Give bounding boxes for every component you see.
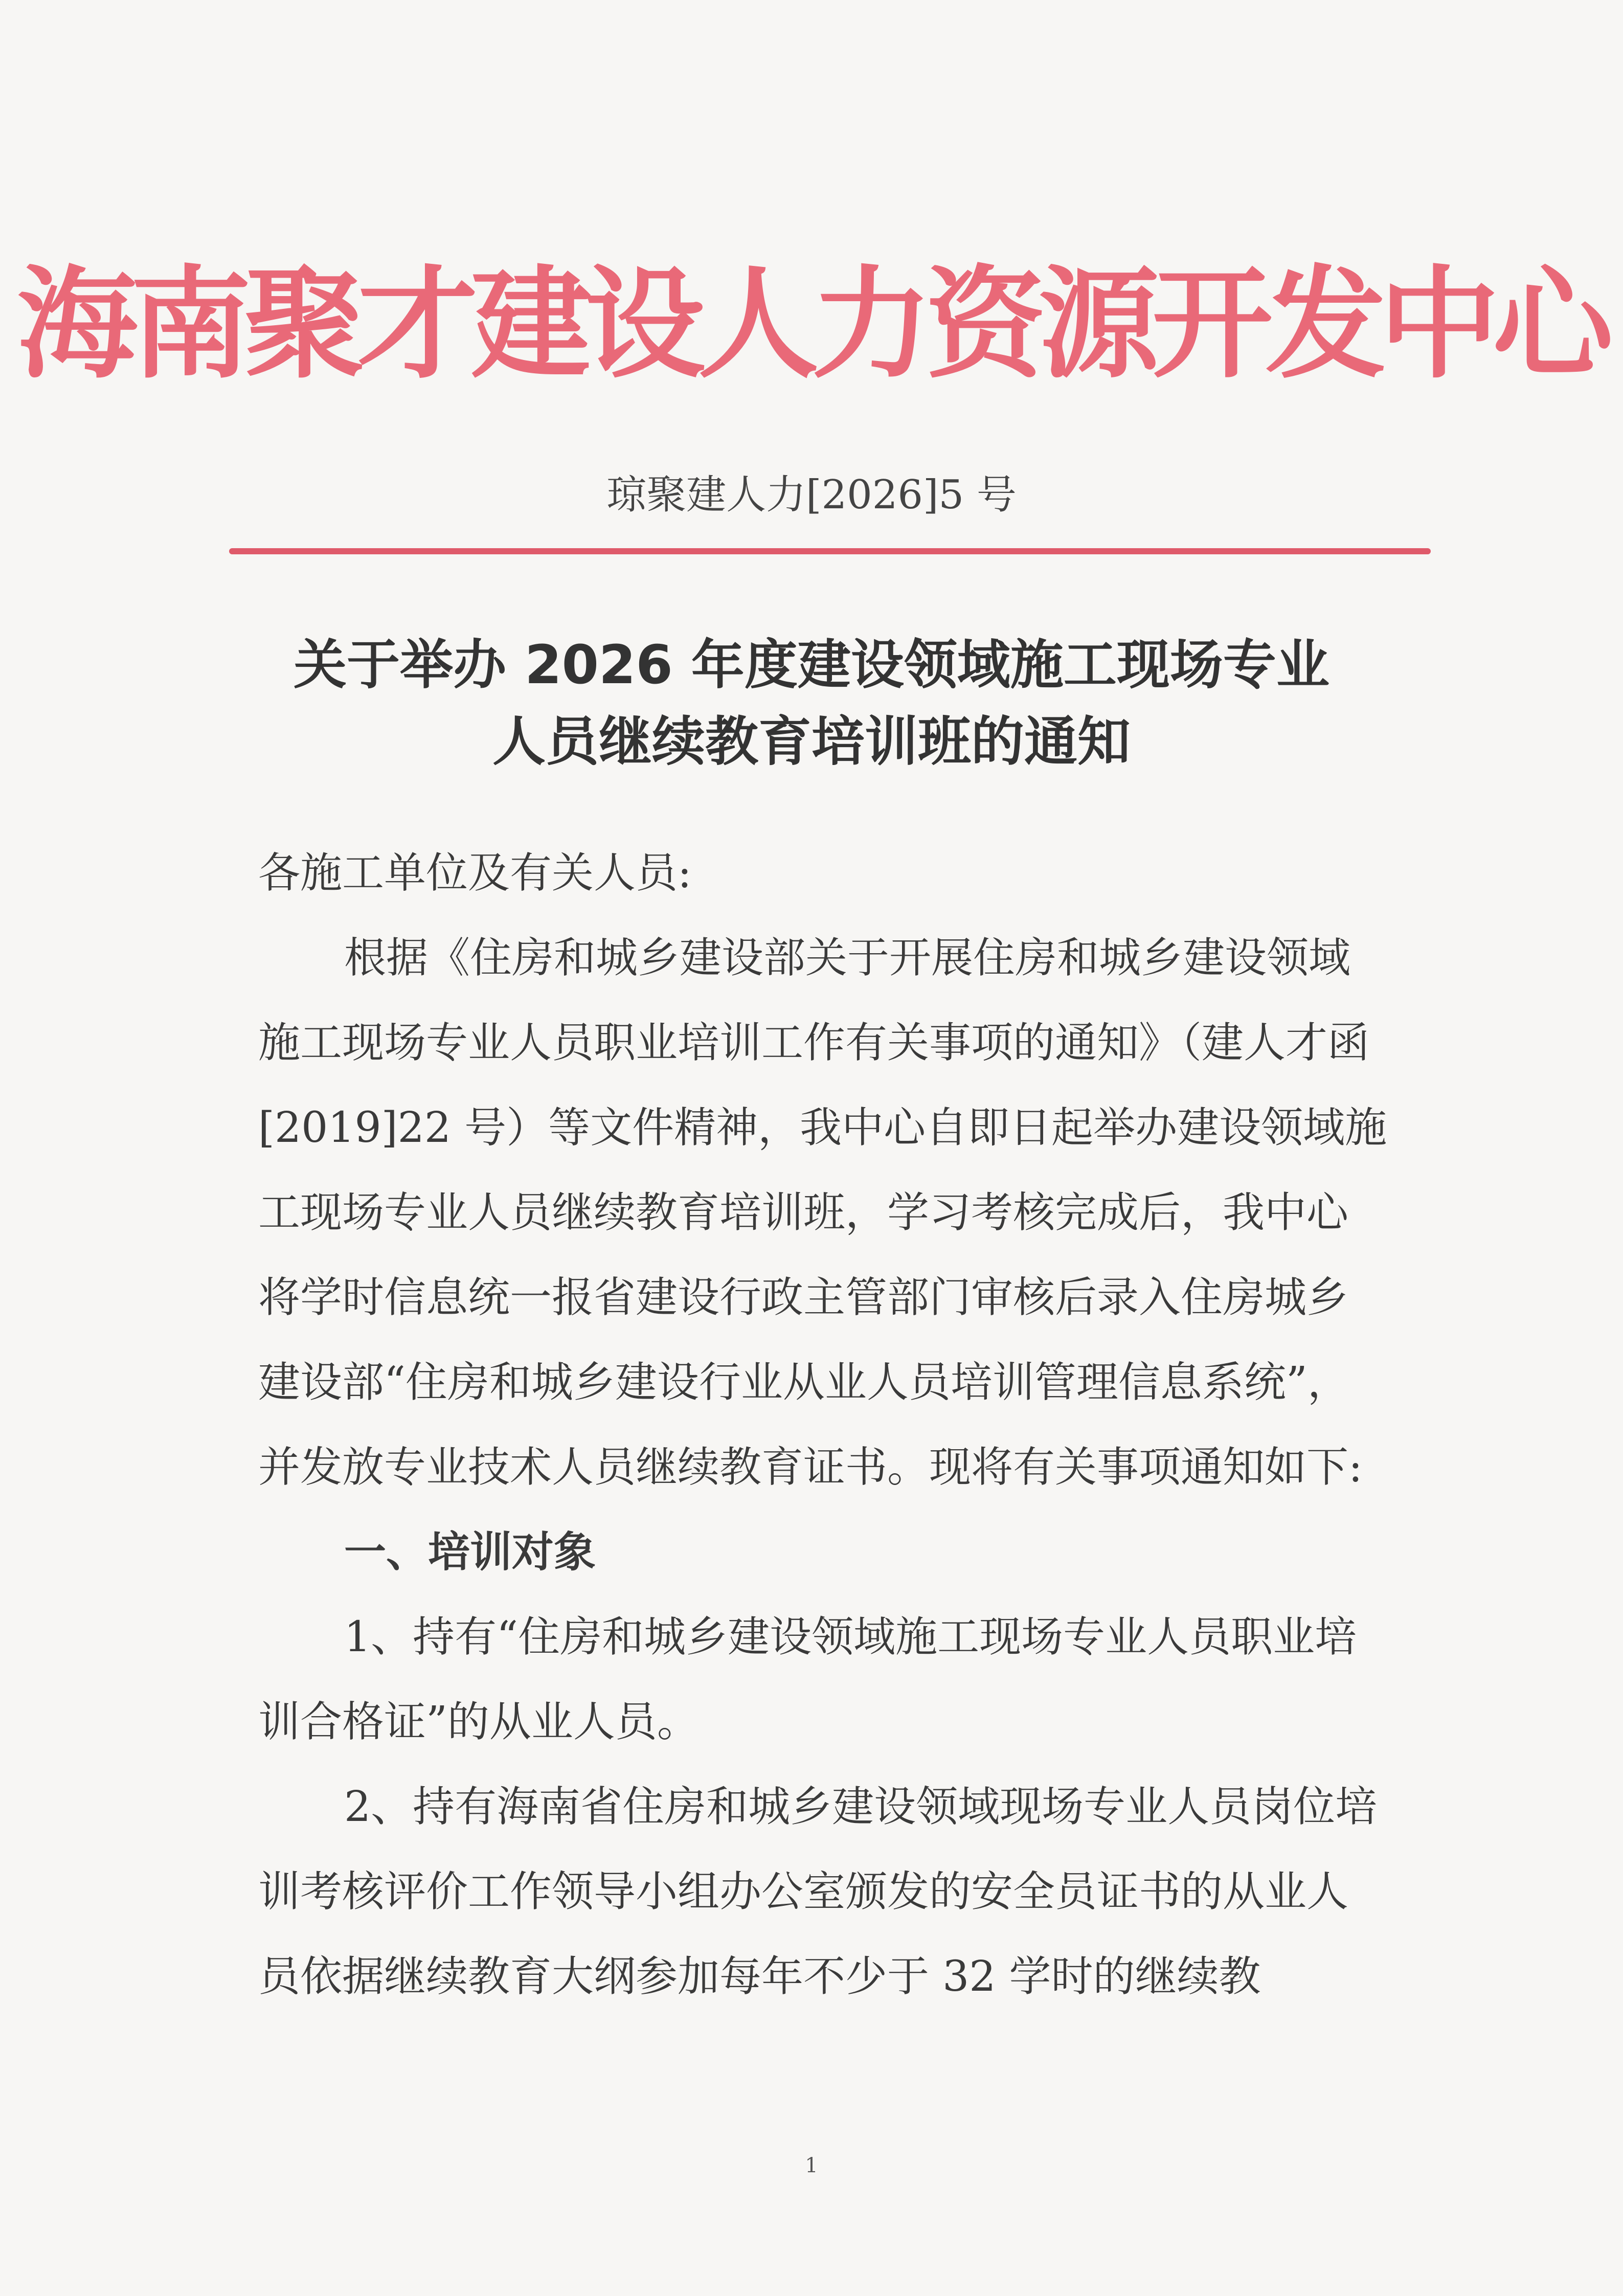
document-number: 琼聚建人力[2026]5 号 — [606, 472, 1017, 518]
title-line-1: 关于举办 2026 年度建设领域施工现场专业 — [294, 634, 1329, 696]
list-item-1: 1、持有“住房和城乡建设领域施工现场专业人员职业培训合格证”的从业人员。 — [258, 1613, 1357, 1746]
organization-header: 海南聚才建设人力资源开发中心 — [16, 254, 1606, 395]
page-number: 1 — [805, 2154, 818, 2177]
notice-title — [0, 626, 1623, 780]
red-divider-line — [229, 548, 1431, 554]
title-line-2: 人员继续教育培训班的通知 — [492, 710, 1131, 773]
notice-body — [258, 831, 1388, 2019]
section-heading-training-targets: 一、培训对象 — [344, 1528, 596, 1577]
intro-paragraph: 根据《住房和城乡建设部关于开展住房和城乡建设领域施工现场专业人员职业培训工作有关事项的通知》（建人才函[2019]22 号）等文件精神，我中心自即日起举办建设领域施工现场专业人员继续教育培训班，学习考核完成后，我中心将学时信息统一报省建设行政主管部门审核后录入住房城乡建设部“住房和城乡建设行业从业人员培训管理信息系统”，并发放专业技术人员继续教育证书。现将有关事项通知如下: — [258, 934, 1387, 1492]
list-item-2: 2、持有海南省住房和城乡建设领域现场专业人员岗位培训考核评价工作领导小组办公室颁发的安全员证书的从业人员依据继续教育大纲参加每年不少于 32 学时的继续教 — [258, 1783, 1378, 2001]
salutation: 各施工单位及有关人员: — [258, 849, 692, 897]
